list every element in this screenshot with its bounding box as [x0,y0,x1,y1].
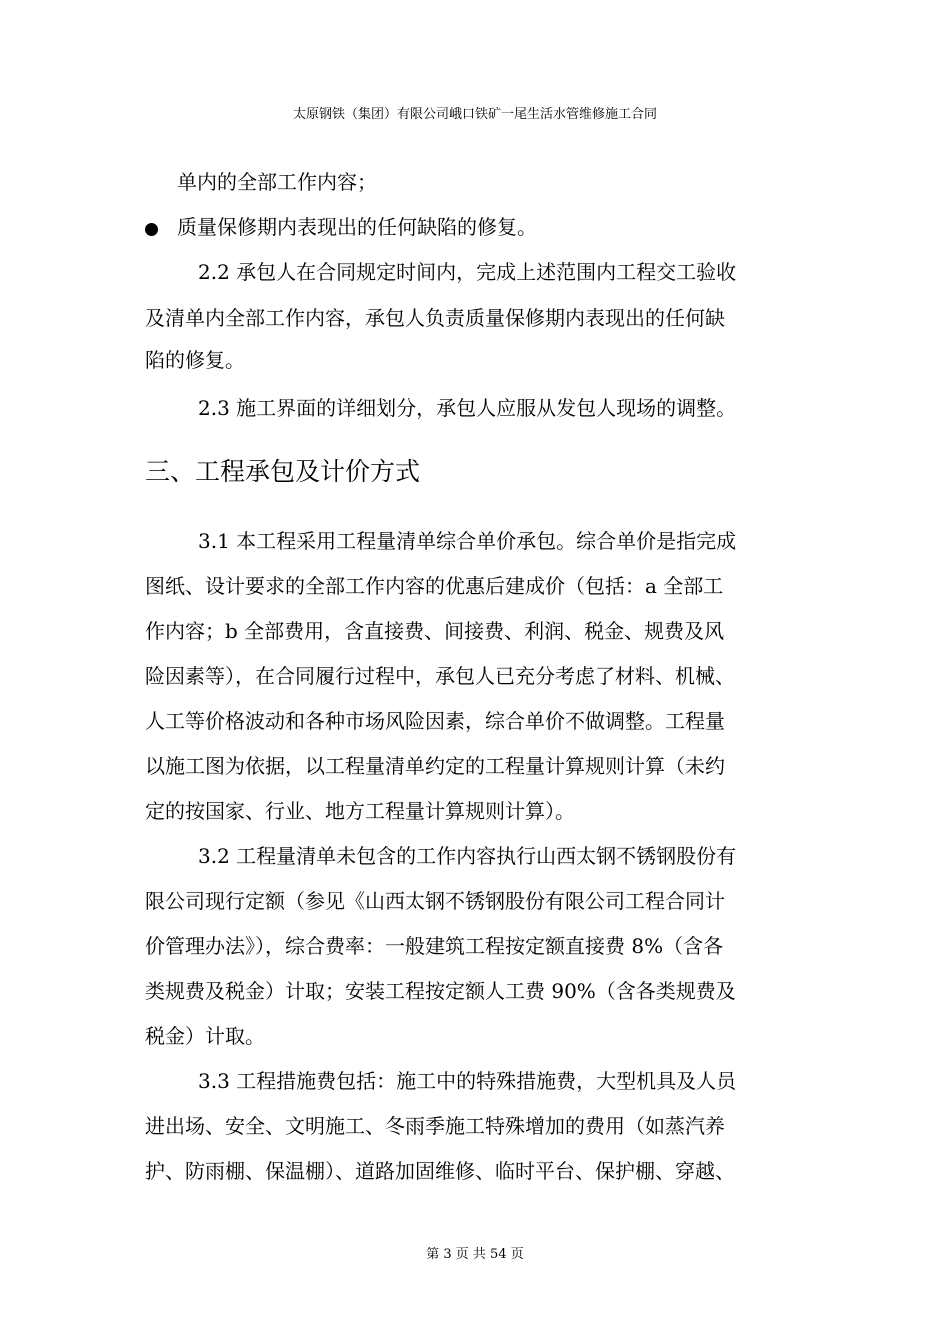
document-header: 太原钢铁（集团）有限公司峨口铁矿一尾生活水管维修施工合同 [292,107,657,122]
paragraph-3-2-line-1: 3.2 工程量清单未包含的工作内容执行山西太钢不锈钢股份有 [198,844,737,868]
paragraph-3-1-line-5: 人工等价格波动和各种市场风险因素，综合单价不做调整。工程量 [145,709,725,733]
paragraph-3-1-line-4: 险因素等），在合同履行过程中，承包人已充分考虑了材料、机械、 [145,664,735,688]
continued-line: 单内的全部工作内容； [177,170,377,194]
paragraph-3-1-line-2: 图纸、设计要求的全部工作内容的优惠后建成价（包括：a 全部工 [145,574,724,598]
paragraph-3-1-line-3: 作内容；b 全部费用，含直接费、间接费、利润、税金、规费及风 [145,619,725,643]
paragraph-2-2-line-2: 及清单内全部工作内容，承包人负责质量保修期内表现出的任何缺 [145,306,725,330]
paragraph-2-2-line-1: 2.2 承包人在合同规定时间内，完成上述范围内工程交工验收 [198,260,737,284]
paragraph-3-2-line-5: 税金）计取。 [145,1024,265,1048]
paragraph-3-2-line-2: 限公司现行定额（参见《山西太钢不锈钢股份有限公司工程合同计 [145,889,725,913]
bullet-text: 质量保修期内表现出的任何缺陷的修复。 [177,215,537,239]
paragraph-3-1-line-7: 定的按国家、行业、地方工程量计算规则计算）。 [145,799,575,823]
paragraph-2-2-line-3: 陷的修复。 [145,348,245,372]
paragraph-3-2-line-4: 类规费及税金）计取；安装工程按定额人工费 90%（含各类规费及 [145,979,736,1003]
paragraph-2-3: 2.3 施工界面的详细划分，承包人应服从发包人现场的调整。 [198,396,737,420]
paragraph-3-1-line-6: 以施工图为依据，以工程量清单约定的工程量计算规则计算（未约 [145,754,725,778]
paragraph-3-3-line-2: 进出场、安全、文明施工、冬雨季施工特殊增加的费用（如蒸汽养 [145,1114,725,1138]
page-number: 第 3 页 共 54 页 [426,1247,524,1262]
paragraph-3-3-line-3: 护、防雨棚、保温棚）、道路加固维修、临时平台、保护棚、穿越、 [145,1159,735,1183]
paragraph-3-2-line-3: 价管理办法》），综合费率：一般建筑工程按定额直接费 8%（含各 [145,934,724,958]
section-3-heading: 三、工程承包及计价方式 [145,457,421,486]
bullet-dot-icon [145,223,158,236]
paragraph-3-3-line-1: 3.3 工程措施费包括：施工中的特殊措施费，大型机具及人员 [198,1069,737,1093]
paragraph-3-1-line-1: 3.1 本工程采用工程量清单综合单价承包。综合单价是指完成 [198,529,737,553]
